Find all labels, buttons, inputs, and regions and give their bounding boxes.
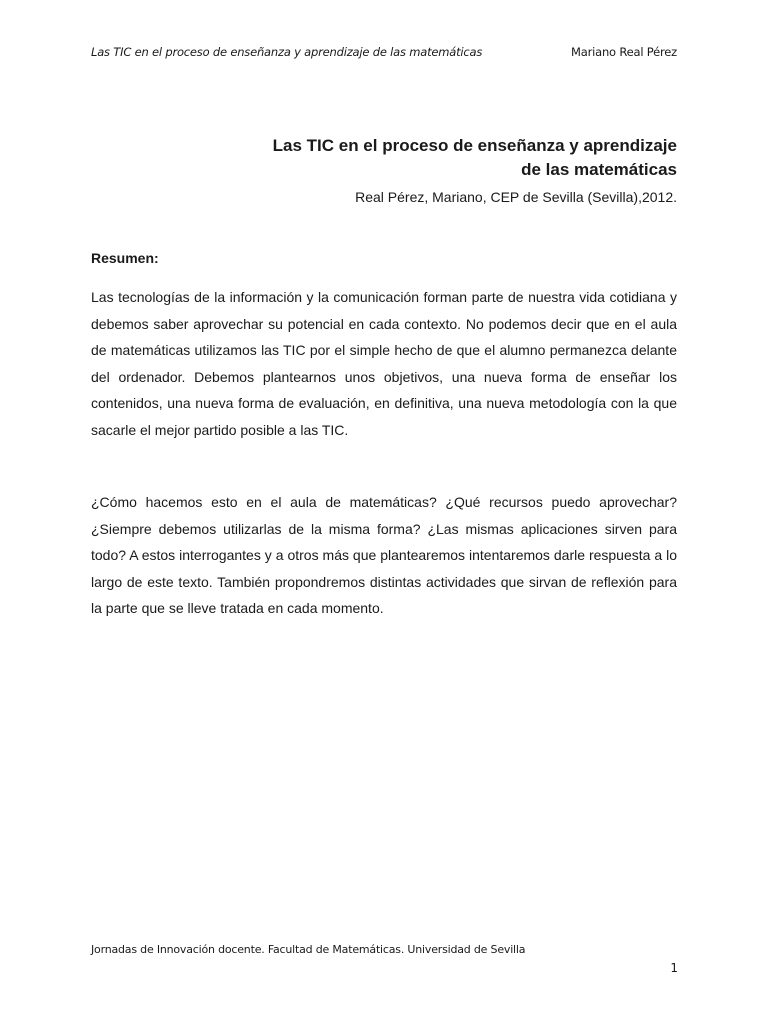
running-header [91,45,677,59]
running-header-title: Las TIC en el proceso de enseñanza y aprendizaje de las matemáticas [91,45,483,59]
running-footer: Jornadas de Innovación docente. Facultad de Matemáticas. Universidad de Sevilla [91,943,526,956]
abstract-paragraph-1: Las tecnologías de la información y la comunicación forman parte de nuestra vida cotidiana y debemos saber aprovechar su potencial en cada contexto. No podemos decir que en el aula de matemáticas utilizamos las TIC por el simple hecho de que el alumno permanezca delante del ordenador. Debemos plantearnos unos objetivos, una nueva forma de enseñar los contenidos, una nueva forma de evaluación, en definitiva, una nueva metodología con la que sacarle el mejor partido posible a las TIC. [91,289,677,438]
document-title [91,134,677,182]
abstract-paragraph-2: ¿Cómo hacemos esto en el aula de matemáticas? ¿Qué recursos puedo aprovechar? ¿Siempre debemos utilizarlas de la misma forma? ¿Las mismas aplicaciones sirven para todo? A estos interrogantes y a otros más que plantearemos intentaremos darle respuesta a lo largo de este texto. También propondremos distintas actividades que sirvan de reflexión para la parte que se lleve tratada en cada momento. [91,494,677,616]
title-block [91,134,677,208]
document-byline: Real Pérez, Mariano, CEP de Sevilla (Sevilla),2012. [355,189,677,205]
running-header-author: Mariano Real Pérez [571,45,677,59]
page-number: 1 [670,961,678,975]
document-title-line-2: de las matemáticas [521,160,677,179]
document-title-line-1: Las TIC en el proceso de enseñanza y aprendizaje [272,136,677,155]
abstract-heading: Resumen: [91,250,159,266]
